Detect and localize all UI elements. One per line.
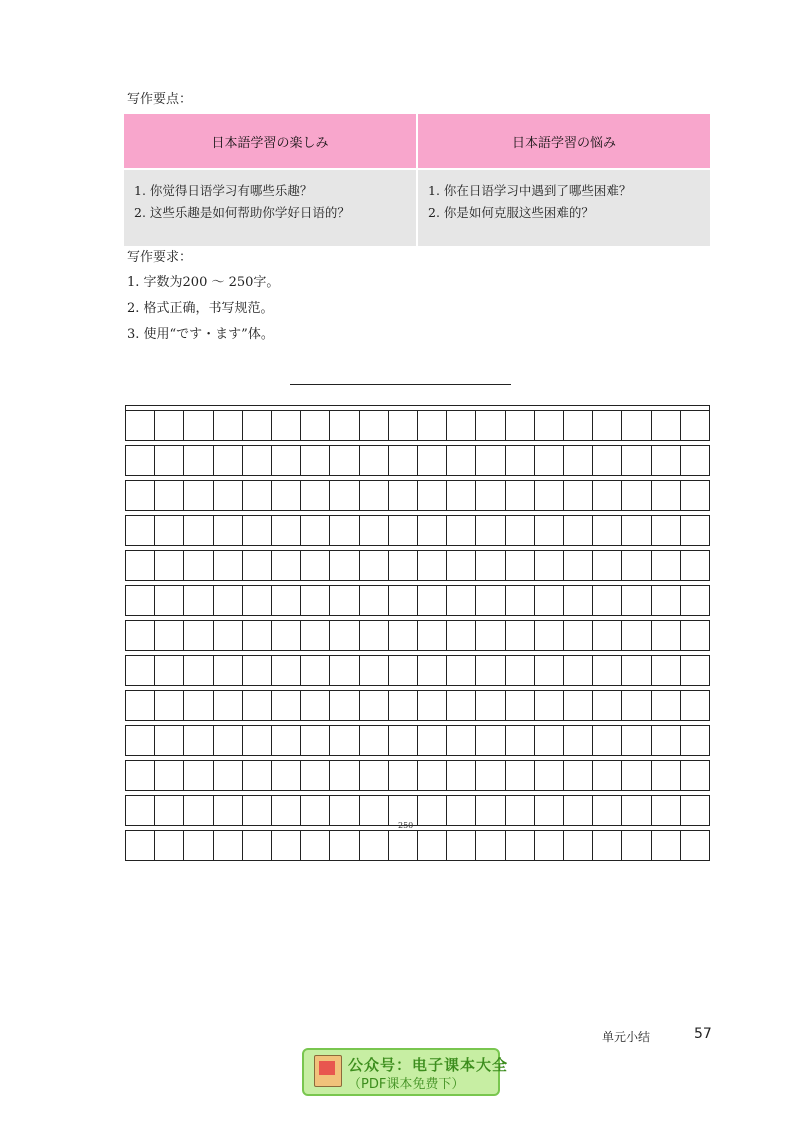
- grid-cell[interactable]: [243, 481, 272, 510]
- grid-cell[interactable]: [447, 516, 476, 545]
- grid-cell[interactable]: [622, 761, 651, 790]
- character-count-mark: 250: [398, 821, 414, 830]
- grid-cell[interactable]: [447, 551, 476, 580]
- grid-cell[interactable]: [593, 481, 622, 510]
- grid-cell[interactable]: [447, 656, 476, 685]
- grid-cell[interactable]: [272, 411, 301, 440]
- grid-cell[interactable]: [564, 691, 593, 720]
- grid-cell[interactable]: [243, 446, 272, 475]
- grid-cell[interactable]: [272, 516, 301, 545]
- grid-cell[interactable]: [564, 656, 593, 685]
- grid-cell[interactable]: [330, 656, 359, 685]
- grid-cell[interactable]: [681, 481, 709, 510]
- grid-cell[interactable]: [155, 831, 184, 860]
- grid-cell[interactable]: [214, 831, 243, 860]
- grid-cell[interactable]: [681, 411, 709, 440]
- grid-cell[interactable]: [155, 516, 184, 545]
- grid-cell[interactable]: [681, 446, 709, 475]
- grid-cell[interactable]: [155, 656, 184, 685]
- grid-cell[interactable]: [681, 761, 709, 790]
- grid-cell[interactable]: [301, 516, 330, 545]
- grid-row: [125, 830, 710, 861]
- grid-cell[interactable]: [184, 831, 213, 860]
- grid-cell[interactable]: [155, 691, 184, 720]
- grid-row: [125, 760, 710, 791]
- grid-cell[interactable]: [622, 796, 651, 825]
- grid-cell[interactable]: [564, 761, 593, 790]
- grid-cell[interactable]: [272, 586, 301, 615]
- grid-cell[interactable]: [126, 621, 155, 650]
- grid-cell[interactable]: [214, 796, 243, 825]
- grid-cell[interactable]: [535, 726, 564, 755]
- grid-cell[interactable]: [418, 446, 447, 475]
- grid-cell[interactable]: [681, 621, 709, 650]
- grid-cell[interactable]: [476, 481, 505, 510]
- grid-cell[interactable]: [447, 621, 476, 650]
- grid-cell[interactable]: [272, 446, 301, 475]
- grid-cell[interactable]: [126, 691, 155, 720]
- grid-cell[interactable]: [360, 691, 389, 720]
- grid-cell[interactable]: [243, 621, 272, 650]
- grid-cell[interactable]: [126, 551, 155, 580]
- grid-cell[interactable]: [360, 516, 389, 545]
- grid-cell[interactable]: [360, 551, 389, 580]
- grid-cell[interactable]: [184, 446, 213, 475]
- grid-cell[interactable]: [360, 831, 389, 860]
- grid-cell[interactable]: [389, 761, 418, 790]
- grid-cell[interactable]: [155, 551, 184, 580]
- grid-cell[interactable]: [681, 691, 709, 720]
- writing-requirements-label: 写作要求：: [127, 250, 193, 265]
- grid-cell[interactable]: [301, 621, 330, 650]
- grid-cell[interactable]: [593, 656, 622, 685]
- grid-cell[interactable]: [214, 621, 243, 650]
- grid-cell[interactable]: [301, 446, 330, 475]
- grid-cell[interactable]: [330, 586, 359, 615]
- header-enjoyment: 日本語学習の楽しみ: [124, 114, 417, 169]
- grid-row: [125, 795, 710, 826]
- grid-cell[interactable]: [652, 411, 681, 440]
- grid-cell[interactable]: [476, 411, 505, 440]
- watermark-line1: 公众号：电子课本大全: [348, 1056, 509, 1074]
- grid-cell[interactable]: [593, 446, 622, 475]
- grid-cell[interactable]: [535, 796, 564, 825]
- grid-cell[interactable]: [681, 516, 709, 545]
- grid-cell[interactable]: [476, 516, 505, 545]
- grid-cell[interactable]: [330, 831, 359, 860]
- grid-cell[interactable]: [243, 551, 272, 580]
- grid-cell[interactable]: [243, 796, 272, 825]
- grid-cell[interactable]: [243, 691, 272, 720]
- grid-cell[interactable]: [681, 551, 709, 580]
- grid-cell[interactable]: [447, 761, 476, 790]
- grid-cell[interactable]: [214, 446, 243, 475]
- grid-cell[interactable]: [593, 551, 622, 580]
- grid-cell[interactable]: [389, 481, 418, 510]
- grid-cell[interactable]: [535, 761, 564, 790]
- grid-cell[interactable]: [564, 551, 593, 580]
- grid-cell[interactable]: [389, 516, 418, 545]
- grid-cell[interactable]: [360, 796, 389, 825]
- grid-cell[interactable]: [330, 691, 359, 720]
- grid-cell[interactable]: [593, 691, 622, 720]
- grid-cell[interactable]: [184, 516, 213, 545]
- grid-cell[interactable]: [214, 691, 243, 720]
- grid-cell[interactable]: [243, 516, 272, 545]
- grid-cell[interactable]: [301, 411, 330, 440]
- grid-cell[interactable]: [418, 691, 447, 720]
- grid-cell[interactable]: [652, 761, 681, 790]
- grid-cell[interactable]: [155, 726, 184, 755]
- grid-cell[interactable]: [476, 446, 505, 475]
- grid-cell[interactable]: [389, 656, 418, 685]
- grid-cell[interactable]: [126, 446, 155, 475]
- grid-cell[interactable]: [593, 621, 622, 650]
- grid-cell[interactable]: [360, 726, 389, 755]
- grid-cell[interactable]: [564, 726, 593, 755]
- grid-cell[interactable]: [564, 411, 593, 440]
- grid-cell[interactable]: [506, 411, 535, 440]
- grid-cell[interactable]: [155, 586, 184, 615]
- grid-cell[interactable]: [389, 691, 418, 720]
- grid-cell[interactable]: [418, 621, 447, 650]
- grid-row: [125, 550, 710, 581]
- grid-cell[interactable]: [535, 481, 564, 510]
- grid-cell[interactable]: [126, 481, 155, 510]
- grid-cell[interactable]: [184, 551, 213, 580]
- grid-cell[interactable]: [301, 831, 330, 860]
- grid-cell[interactable]: [476, 586, 505, 615]
- grid-cell[interactable]: [652, 516, 681, 545]
- grid-cell[interactable]: [564, 446, 593, 475]
- header-troubles: 日本語学習の悩み: [417, 114, 710, 169]
- grid-cell[interactable]: [506, 656, 535, 685]
- grid-cell[interactable]: [418, 831, 447, 860]
- grid-row: [125, 585, 710, 616]
- grid-cell[interactable]: [622, 516, 651, 545]
- grid-cell[interactable]: [593, 831, 622, 860]
- grid-cell[interactable]: [535, 691, 564, 720]
- grid-row: [125, 725, 710, 756]
- footer-section-title: 单元小结: [601, 1030, 650, 1044]
- grid-cell[interactable]: [243, 656, 272, 685]
- grid-cell[interactable]: [272, 761, 301, 790]
- grid-cell[interactable]: [301, 796, 330, 825]
- grid-cell[interactable]: [243, 411, 272, 440]
- page-number: 57: [694, 1026, 712, 1042]
- grid-cell[interactable]: [652, 831, 681, 860]
- grid-cell[interactable]: [126, 796, 155, 825]
- grid-cell[interactable]: [652, 551, 681, 580]
- grid-cell[interactable]: [622, 446, 651, 475]
- grid-row: [125, 445, 710, 476]
- grid-cell[interactable]: [447, 831, 476, 860]
- grid-cell[interactable]: [389, 831, 418, 860]
- grid-row: [125, 690, 710, 721]
- grid-cell[interactable]: [447, 691, 476, 720]
- grid-cell[interactable]: [214, 726, 243, 755]
- grid-cell[interactable]: [622, 411, 651, 440]
- grid-cell[interactable]: [535, 551, 564, 580]
- grid-row: [125, 480, 710, 511]
- grid-cell[interactable]: [506, 516, 535, 545]
- grid-cell[interactable]: [622, 691, 651, 720]
- watermark-line2: （PDF课本免费下）: [348, 1077, 465, 1092]
- grid-row: [125, 410, 710, 441]
- grid-cell[interactable]: [155, 796, 184, 825]
- grid-cell[interactable]: [330, 516, 359, 545]
- grid-cell[interactable]: [155, 621, 184, 650]
- grid-cell[interactable]: [622, 551, 651, 580]
- grid-cell[interactable]: [330, 551, 359, 580]
- grid-cell[interactable]: [564, 586, 593, 615]
- grid-cell[interactable]: [389, 551, 418, 580]
- grid-cell[interactable]: [535, 411, 564, 440]
- grid-cell[interactable]: [652, 656, 681, 685]
- grid-cell[interactable]: [535, 446, 564, 475]
- grid-cell[interactable]: [301, 656, 330, 685]
- grid-cell[interactable]: [330, 761, 359, 790]
- grid-cell[interactable]: [301, 726, 330, 755]
- grid-cell[interactable]: [476, 621, 505, 650]
- grid-cell[interactable]: [214, 516, 243, 545]
- grid-cell[interactable]: [622, 481, 651, 510]
- grid-cell[interactable]: [272, 691, 301, 720]
- grid-cell[interactable]: [301, 551, 330, 580]
- grid-cell[interactable]: [418, 796, 447, 825]
- grid-cell[interactable]: [272, 621, 301, 650]
- grid-cell[interactable]: [126, 726, 155, 755]
- grid-cell[interactable]: [506, 481, 535, 510]
- grid-cell[interactable]: [622, 831, 651, 860]
- grid-cell[interactable]: [243, 831, 272, 860]
- grid-cell[interactable]: [622, 586, 651, 615]
- grid-cell[interactable]: [389, 446, 418, 475]
- grid-cell[interactable]: [272, 656, 301, 685]
- essay-title-line[interactable]: [290, 384, 511, 385]
- grid-cell[interactable]: [360, 656, 389, 685]
- grid-cell[interactable]: [447, 481, 476, 510]
- grid-cell[interactable]: [506, 831, 535, 860]
- grid-cell[interactable]: [214, 411, 243, 440]
- grid-cell[interactable]: [418, 481, 447, 510]
- grid-cell[interactable]: [389, 586, 418, 615]
- grid-cell[interactable]: [155, 761, 184, 790]
- troubles-questions: [417, 169, 710, 246]
- grid-cell[interactable]: [506, 551, 535, 580]
- grid-cell[interactable]: [593, 586, 622, 615]
- grid-cell[interactable]: [652, 726, 681, 755]
- grid-cell[interactable]: [330, 726, 359, 755]
- requirement-item: 3. 使用“です・ます”体。: [127, 327, 274, 342]
- grid-cell[interactable]: [301, 481, 330, 510]
- grid-cell[interactable]: [360, 411, 389, 440]
- grid-cell[interactable]: [418, 726, 447, 755]
- grid-cell[interactable]: [506, 691, 535, 720]
- grid-cell[interactable]: [301, 586, 330, 615]
- grid-cell[interactable]: [622, 621, 651, 650]
- grid-cell[interactable]: [418, 656, 447, 685]
- grid-cell[interactable]: [535, 621, 564, 650]
- grid-cell[interactable]: [155, 446, 184, 475]
- grid-cell[interactable]: [506, 726, 535, 755]
- grid-cell[interactable]: [476, 796, 505, 825]
- book-icon: [314, 1055, 342, 1087]
- grid-cell[interactable]: [593, 761, 622, 790]
- grid-cell[interactable]: [418, 586, 447, 615]
- grid-cell[interactable]: [184, 621, 213, 650]
- grid-cell[interactable]: [476, 656, 505, 685]
- grid-cell[interactable]: [535, 656, 564, 685]
- grid-cell[interactable]: [535, 831, 564, 860]
- grid-cell[interactable]: [214, 551, 243, 580]
- question-item: 2. 你是如何克服这些困难的？: [428, 205, 594, 220]
- grid-cell[interactable]: [184, 796, 213, 825]
- grid-cell[interactable]: [622, 726, 651, 755]
- grid-cell[interactable]: [184, 411, 213, 440]
- grid-cell[interactable]: [652, 481, 681, 510]
- grid-cell[interactable]: [681, 726, 709, 755]
- grid-row: [125, 655, 710, 686]
- grid-cell[interactable]: [272, 551, 301, 580]
- grid-cell[interactable]: [272, 481, 301, 510]
- requirements-list: [127, 270, 279, 348]
- grid-cell[interactable]: [184, 586, 213, 615]
- grid-cell[interactable]: [126, 516, 155, 545]
- grid-cell[interactable]: [184, 691, 213, 720]
- grid-cell[interactable]: [184, 726, 213, 755]
- question-item: 1. 你在日语学习中遇到了哪些困难？: [428, 183, 632, 198]
- grid-cell[interactable]: [593, 796, 622, 825]
- grid-cell[interactable]: [389, 726, 418, 755]
- grid-cell[interactable]: [214, 761, 243, 790]
- grid-cell[interactable]: [418, 551, 447, 580]
- grid-cell[interactable]: [243, 586, 272, 615]
- grid-row: [125, 620, 710, 651]
- grid-cell[interactable]: [476, 691, 505, 720]
- grid-cell[interactable]: [593, 411, 622, 440]
- grid-cell[interactable]: [564, 516, 593, 545]
- grid-cell[interactable]: [301, 761, 330, 790]
- grid-cell[interactable]: [243, 761, 272, 790]
- grid-cell[interactable]: [360, 761, 389, 790]
- grid-cell[interactable]: [652, 586, 681, 615]
- grid-cell[interactable]: [272, 831, 301, 860]
- grid-cell[interactable]: [506, 796, 535, 825]
- grid-cell[interactable]: [330, 446, 359, 475]
- grid-cell[interactable]: [681, 796, 709, 825]
- grid-cell[interactable]: [447, 446, 476, 475]
- grid-cell[interactable]: [126, 831, 155, 860]
- grid-cell[interactable]: [593, 516, 622, 545]
- grid-cell[interactable]: [681, 831, 709, 860]
- question-item: 1. 你觉得日语学习有哪些乐趣？: [134, 183, 313, 198]
- grid-cell[interactable]: [535, 586, 564, 615]
- grid-cell[interactable]: [447, 726, 476, 755]
- grid-cell[interactable]: [126, 761, 155, 790]
- grid-cell[interactable]: [360, 481, 389, 510]
- grid-cell[interactable]: [447, 411, 476, 440]
- grid-cell[interactable]: [330, 481, 359, 510]
- requirement-item: 1. 字数为200 ～ 250字。: [127, 275, 280, 290]
- grid-cell[interactable]: [476, 761, 505, 790]
- writing-grid: [125, 405, 710, 861]
- grid-cell[interactable]: [330, 796, 359, 825]
- grid-cell[interactable]: [184, 481, 213, 510]
- writing-points-table: [124, 114, 710, 246]
- grid-cell[interactable]: [360, 446, 389, 475]
- grid-cell[interactable]: [418, 516, 447, 545]
- grid-cell[interactable]: [447, 586, 476, 615]
- grid-cell[interactable]: [652, 621, 681, 650]
- grid-cell[interactable]: [272, 726, 301, 755]
- grid-cell[interactable]: [681, 656, 709, 685]
- grid-cell[interactable]: [476, 726, 505, 755]
- grid-cell[interactable]: [126, 411, 155, 440]
- grid-cell[interactable]: [506, 621, 535, 650]
- grid-cell[interactable]: [593, 726, 622, 755]
- grid-cell[interactable]: [506, 446, 535, 475]
- grid-cell[interactable]: [476, 831, 505, 860]
- grid-cell[interactable]: [681, 586, 709, 615]
- grid-cell[interactable]: [155, 481, 184, 510]
- grid-cell[interactable]: [272, 796, 301, 825]
- grid-cell[interactable]: [652, 691, 681, 720]
- grid-cell[interactable]: [622, 656, 651, 685]
- enjoyment-questions: [124, 169, 417, 246]
- grid-cell[interactable]: [652, 446, 681, 475]
- grid-cell[interactable]: [389, 411, 418, 440]
- grid-cell[interactable]: [243, 726, 272, 755]
- grid-cell[interactable]: [447, 796, 476, 825]
- grid-cell[interactable]: [301, 691, 330, 720]
- grid-cell[interactable]: [418, 761, 447, 790]
- grid-cell[interactable]: [126, 586, 155, 615]
- grid-row: [125, 515, 710, 546]
- grid-cell[interactable]: [184, 761, 213, 790]
- grid-cell[interactable]: [564, 796, 593, 825]
- grid-cell[interactable]: [476, 551, 505, 580]
- watermark-badge: [302, 1048, 509, 1096]
- grid-cell[interactable]: [155, 411, 184, 440]
- grid-cell[interactable]: [330, 621, 359, 650]
- grid-cell[interactable]: [389, 621, 418, 650]
- grid-cell[interactable]: [360, 586, 389, 615]
- grid-cell[interactable]: [564, 481, 593, 510]
- grid-cell[interactable]: [564, 621, 593, 650]
- grid-cell[interactable]: [506, 586, 535, 615]
- grid-cell[interactable]: [184, 656, 213, 685]
- grid-cell[interactable]: [214, 481, 243, 510]
- requirement-item: 2. 格式正确，书写规范。: [127, 301, 274, 316]
- grid-cell[interactable]: [126, 656, 155, 685]
- grid-cell[interactable]: [506, 761, 535, 790]
- grid-cell[interactable]: [535, 516, 564, 545]
- grid-cell[interactable]: [360, 621, 389, 650]
- grid-cell[interactable]: [214, 656, 243, 685]
- grid-cell[interactable]: [564, 831, 593, 860]
- grid-cell[interactable]: [214, 586, 243, 615]
- grid-cell[interactable]: [418, 411, 447, 440]
- grid-cell[interactable]: [330, 411, 359, 440]
- grid-cell[interactable]: [652, 796, 681, 825]
- question-item: 2. 这些乐趣是如何帮助你学好日语的？: [134, 205, 350, 220]
- writing-points-label: 写作要点：: [127, 92, 193, 107]
